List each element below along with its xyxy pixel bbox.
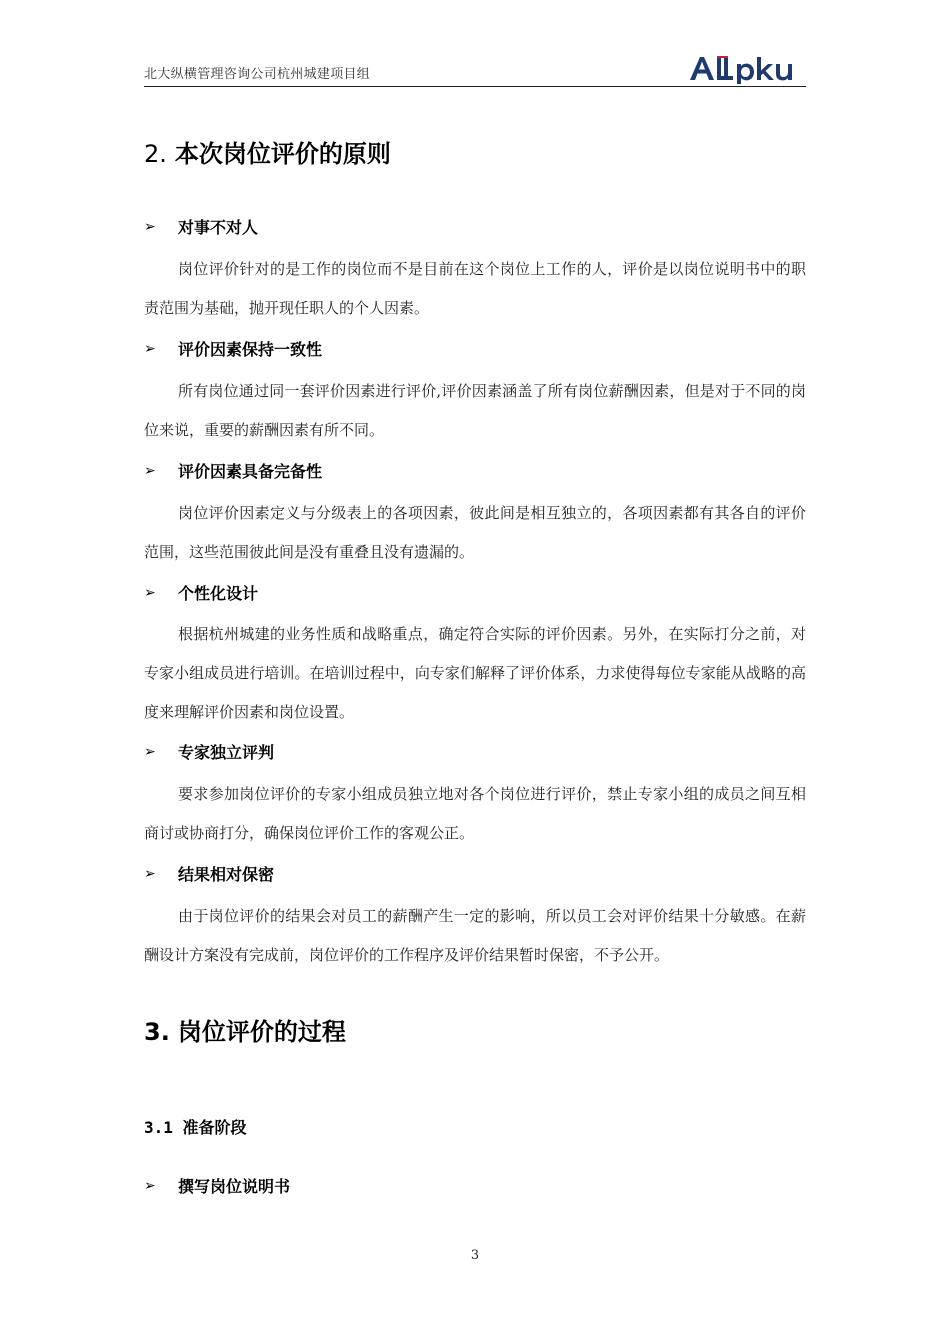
paragraph: 由于岗位评价的结果会对员工的薪酬产生一定的影响，所以员工会对评价结果十分敏感。在薪酬设计方案没有完成前，岗位评价的工作程序及评价结果暂时保密，不予公开。 [144,907,806,964]
bullet-heading-text: 撰写岗位说明书 [178,1177,291,1196]
arrow-bullet-icon: ➢ [144,865,156,882]
paragraph: 岗位评价针对的是工作的岗位而不是目前在这个岗位上工作的人，评价是以岗位说明书中的职责范围为基础，抛开现任职人的个人因素。 [144,260,806,317]
arrow-bullet-icon: ➢ [144,1177,156,1194]
paragraph: 要求参加岗位评价的专家小组成员独立地对各个岗位进行评价，禁止专家小组的成员之间互相商讨或协商打分，确保岗位评价工作的客观公正。 [144,785,806,842]
paragraph: 根据杭州城建的业务性质和战略重点，确定符合实际的评价因素。另外，在实际打分之前，对专家小组成员进行培训。在培训过程中，向专家们解释了评价体系，力求使得每位专家能从战略的高度来理解评价因素和岗位设置。 [144,625,806,721]
arrow-bullet-icon: ➢ [144,218,156,235]
bullet-heading-text: 评价因素保持一致性 [178,340,323,359]
arrow-bullet-icon: ➢ [144,462,156,479]
paragraph: 所有岗位通过同一套评价因素进行评价,评价因素涵盖了所有岗位薪酬因素，但是对于不同的岗位来说，重要的薪酬因素有所不同。 [144,382,806,439]
section-3-number: 3. [144,1018,170,1046]
page-number: 3 [470,1248,480,1263]
page-header [144,52,806,87]
bullet-heading [144,581,258,604]
section-3-heading [144,1012,346,1047]
section-2-heading [144,134,391,169]
bullet-heading [144,862,274,885]
bullet-heading [144,337,322,360]
section-2-number: 2. [144,140,167,168]
arrow-bullet-icon: ➢ [144,743,156,760]
section-3-title: 岗位评价的过程 [177,1018,346,1046]
header-org-text: 北大纵横管理咨询公司杭州城建项目组 [144,67,371,82]
bullet-heading-text: 个性化设计 [178,584,259,603]
bullet-heading-text: 评价因素具备完备性 [178,462,323,481]
bullet-heading [144,1174,290,1197]
arrow-bullet-icon: ➢ [144,340,156,357]
bullet-heading-text: 对事不对人 [178,218,259,237]
bullet-heading [144,740,274,763]
paragraph: 岗位评价因素定义与分级表上的各项因素，彼此间是相互独立的，各项因素都有其各自的评价范围，这些范围彼此间是没有重叠且没有遗漏的。 [144,504,806,561]
subsection-heading: 3.1 准备阶段 [144,1118,247,1137]
allpku-logo [688,54,806,84]
section-2-title: 本次岗位评价的原则 [174,140,391,168]
bullet-heading-text: 结果相对保密 [178,865,275,884]
arrow-bullet-icon: ➢ [144,584,156,601]
bullet-heading [144,215,258,238]
bullet-heading-text: 专家独立评判 [178,743,275,762]
bullet-heading [144,459,322,482]
